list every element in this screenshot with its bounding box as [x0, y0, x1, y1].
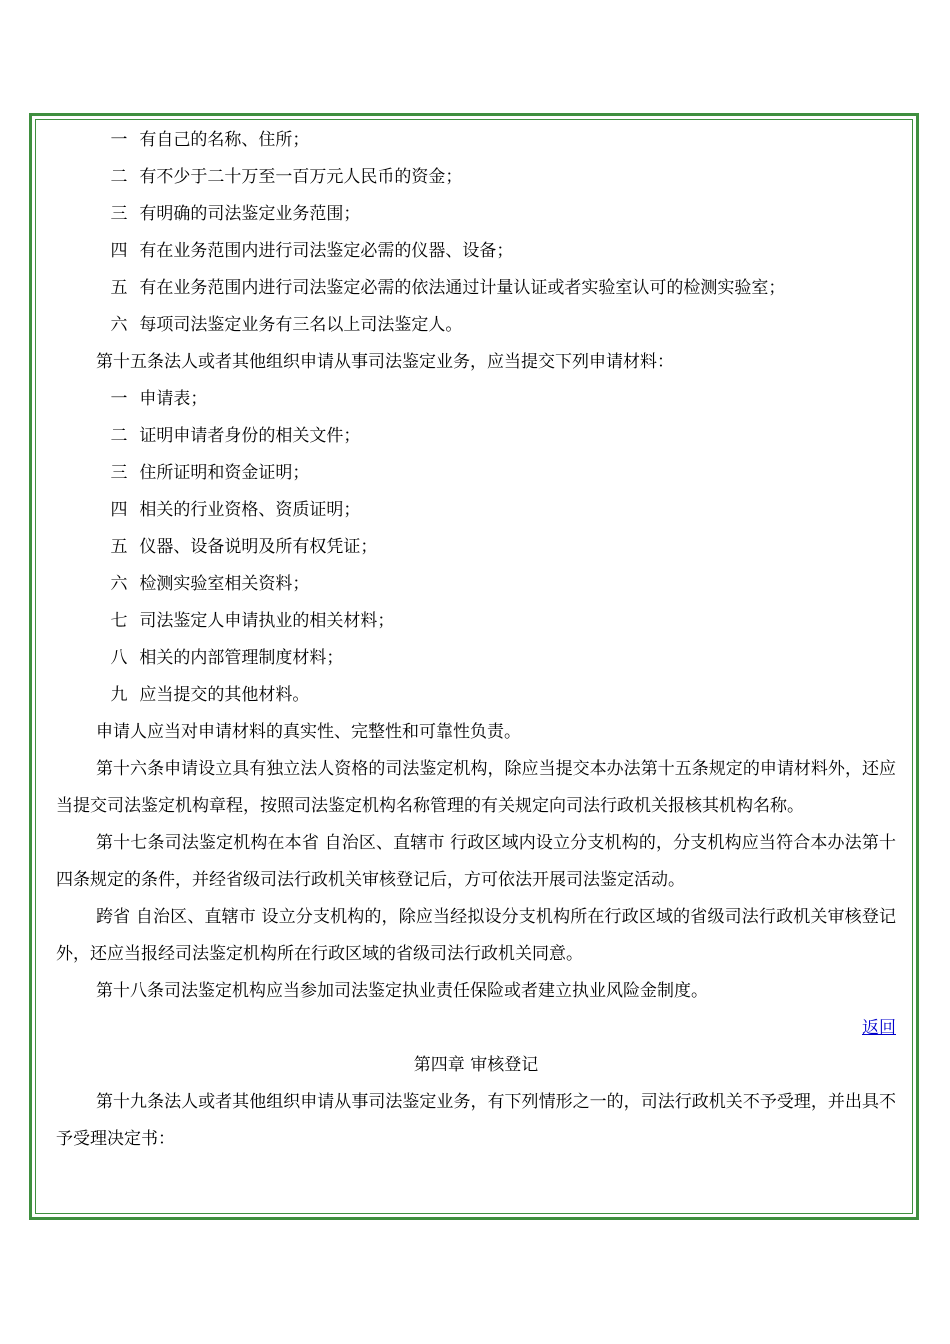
list-item: [56, 529, 896, 566]
list-item: [56, 381, 896, 418]
list-item-text: 相关的内部管理制度材料；: [139, 648, 344, 668]
list-item-number: 二: [110, 167, 128, 187]
list-item-text: 有不少于二十万至一百万元人民币的资金；: [139, 167, 463, 187]
list-item: [56, 418, 896, 455]
list-item-text: 应当提交的其他材料。: [139, 685, 310, 705]
list-item-number: 三: [110, 204, 128, 224]
list-item: [56, 270, 896, 307]
list-item-text: 住所证明和资金证明；: [139, 463, 310, 483]
document-body: [56, 122, 896, 1158]
list-item-number: 四: [110, 500, 128, 520]
article-19: 第十九条法人或者其他组织申请从事司法鉴定业务，有下列情形之一的，司法行政机关不予受理，并出具不予受理决定书：: [56, 1092, 896, 1149]
list-item: [56, 233, 896, 270]
list-item: [56, 492, 896, 529]
cross-province-paragraph: 跨省 自治区、直辖市 设立分支机构的，除应当经拟设分支机构所在行政区域的省级司法行政机关审核登记外，还应当报经司法鉴定机构所在行政区域的省级司法行政机关同意。: [56, 907, 896, 964]
chapter-heading: 第四章 审核登记: [413, 1055, 539, 1075]
list-item-number: 五: [110, 537, 128, 557]
list-item-number: 九: [110, 685, 128, 705]
list-item-number: 五: [110, 278, 128, 298]
responsibility-statement: 申请人应当对申请材料的真实性、完整性和可靠性负责。: [96, 722, 521, 742]
list-item: [56, 677, 896, 714]
list-item-number: 八: [110, 648, 128, 668]
list-item: [56, 122, 896, 159]
article-17: 第十七条司法鉴定机构在本省 自治区、直辖市 行政区域内设立分支机构的，分支机构应当符合本办法第十四条规定的条件，并经省级司法行政机关审核登记后，方可依法开展司法鉴定活动。: [56, 833, 896, 890]
article-15: 第十五条法人或者其他组织申请从事司法鉴定业务，应当提交下列申请材料：: [96, 352, 674, 372]
back-link-row: [56, 1010, 896, 1047]
back-link[interactable]: 返回: [862, 1018, 896, 1038]
list-item-number: 六: [110, 315, 128, 335]
list-item-text: 申请表；: [139, 389, 208, 409]
list-item-text: 每项司法鉴定业务有三名以上司法鉴定人。: [139, 315, 463, 335]
list-item-text: 司法鉴定人申请执业的相关材料；: [139, 611, 395, 631]
list-item-text: 证明申请者身份的相关文件；: [139, 426, 361, 446]
list-item-text: 有在业务范围内进行司法鉴定必需的仪器、设备；: [139, 241, 514, 261]
list-item: [56, 307, 896, 344]
list-item-number: 四: [110, 241, 128, 261]
list-item-number: 六: [110, 574, 128, 594]
list-item: [56, 159, 896, 196]
article-16: 第十六条申请设立具有独立法人资格的司法鉴定机构，除应当提交本办法第十五条规定的申请材料外，还应当提交司法鉴定机构章程，按照司法鉴定机构名称管理的有关规定向司法行政机关报核其机构名称。: [56, 759, 896, 816]
list-item-text: 相关的行业资格、资质证明；: [139, 500, 361, 520]
list-item: [56, 455, 896, 492]
list-item-number: 一: [110, 389, 128, 409]
list-item-text: 有明确的司法鉴定业务范围；: [139, 204, 361, 224]
list-item-number: 二: [110, 426, 128, 446]
list-item-number: 七: [110, 611, 128, 631]
list-item-number: 三: [110, 463, 128, 483]
list-item: [56, 603, 896, 640]
list-item: [56, 196, 896, 233]
list-item-text: 有自己的名称、住所；: [139, 130, 310, 150]
list-item: [56, 566, 896, 603]
list-item: [56, 640, 896, 677]
list-item-text: 仪器、设备说明及所有权凭证；: [139, 537, 378, 557]
list-item-text: 检测实验室相关资料；: [139, 574, 310, 594]
list-item-number: 一: [110, 130, 128, 150]
article-18: 第十八条司法鉴定机构应当参加司法鉴定执业责任保险或者建立执业风险金制度。: [96, 981, 708, 1001]
list-item-text: 有在业务范围内进行司法鉴定必需的依法通过计量认证或者实验室认可的检测实验室；: [139, 278, 786, 298]
